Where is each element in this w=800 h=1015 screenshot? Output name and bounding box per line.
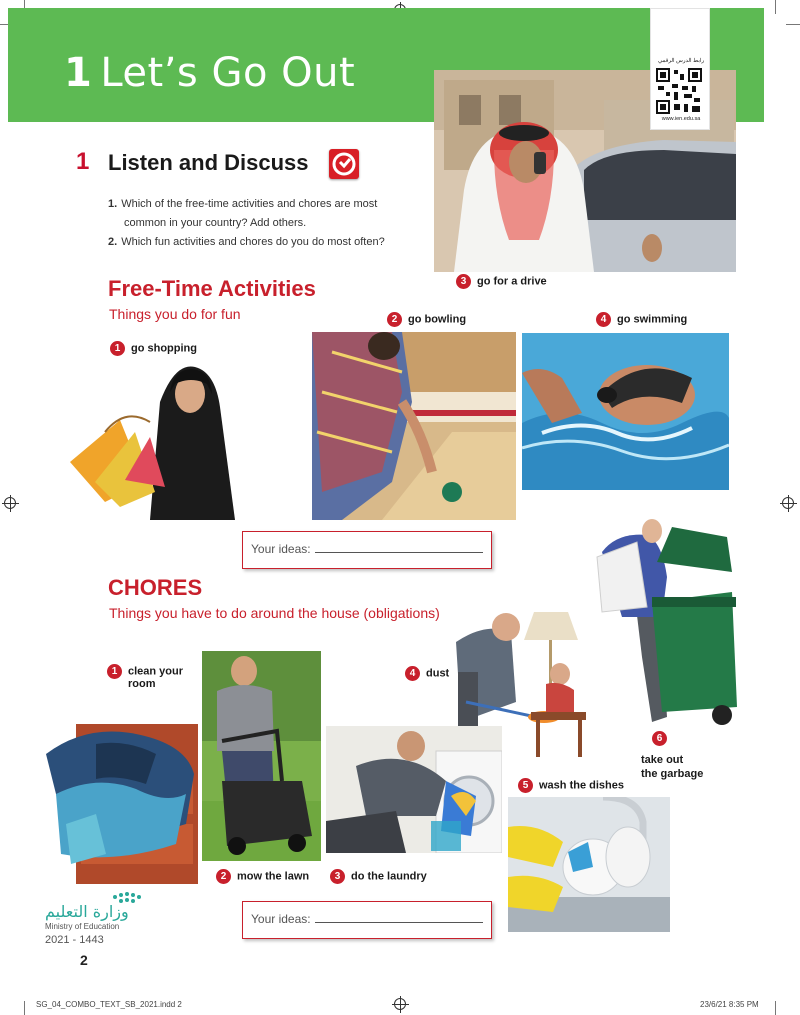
unit-number: 1 [64, 50, 93, 96]
caption-clean-your-room: 1 clean your [107, 664, 183, 679]
caption-do-the-laundry: 3 do the laundry [330, 869, 427, 884]
photo-mow-the-lawn [202, 651, 321, 861]
photo-clean-your-room [36, 714, 198, 884]
your-ideas-input-line[interactable] [315, 913, 483, 923]
qr-url: www.ien.edu.sa [661, 116, 701, 122]
your-ideas-box-chores[interactable] [242, 901, 492, 939]
registration-mark-bottom [394, 998, 406, 1010]
qr-code-icon[interactable] [656, 68, 702, 114]
photo-take-out-the-garbage [592, 517, 744, 730]
chores-subheading: Things you have to do around the house (obligations) [109, 605, 440, 621]
caption-go-swimming: 4 go swimming [596, 312, 687, 327]
caption-dust: 4 dust [405, 666, 449, 681]
question-1: 1. Which of the free-time activities and chores are most [108, 198, 378, 210]
crop-mark [786, 24, 800, 25]
caption-take-out-the-garbage-num: 6 [652, 731, 673, 746]
section-number: 1 [76, 148, 90, 175]
registration-mark-left [4, 497, 16, 509]
your-ideas-label: Your ideas: [251, 542, 311, 556]
question-1-line-2: common in your country? Add others. [124, 217, 307, 229]
caption-go-for-a-drive: 3 go for a drive [456, 274, 547, 289]
question-2: 2. Which fun activities and chores do you do most often? [108, 236, 385, 248]
audio-play-button[interactable] [329, 149, 359, 179]
free-time-subheading: Things you do for fun [109, 306, 241, 322]
your-ideas-box-free-time[interactable] [242, 531, 492, 569]
photo-do-the-laundry [326, 726, 502, 853]
caption-clean-your-room-line-2: room [128, 678, 156, 690]
crop-mark [24, 1001, 25, 1015]
chores-heading: CHORES [108, 575, 203, 600]
crop-mark [775, 0, 776, 14]
caption-go-shopping: 1 go shopping [110, 341, 197, 356]
caption-take-out-the-garbage-line-2: the garbage [641, 768, 704, 780]
unit-title [64, 50, 355, 96]
caption-wash-the-dishes: 5 wash the dishes [518, 778, 624, 793]
caption-mow-the-lawn: 2 mow the lawn [216, 869, 309, 884]
photo-wash-the-dishes [508, 797, 670, 932]
unit-title-text: Let’s Go Out [100, 50, 356, 96]
photo-go-swimming [522, 333, 729, 490]
free-time-heading: Free-Time Activities [108, 276, 316, 301]
your-ideas-input-line[interactable] [315, 543, 483, 553]
photo-go-bowling [312, 332, 516, 520]
registration-mark-right [782, 497, 794, 509]
section-title: Listen and Discuss [108, 150, 309, 175]
photo-go-shopping [65, 362, 240, 520]
caption-go-bowling: 2 go bowling [387, 312, 466, 327]
footer-year: 2021 - 1443 [45, 934, 104, 946]
your-ideas-label: Your ideas: [251, 912, 311, 926]
ministry-english: Ministry of Education [45, 922, 120, 931]
page-number: 2 [80, 952, 88, 968]
ministry-logo [45, 902, 155, 952]
crop-mark [775, 1001, 776, 1015]
slug-date: 23/6/21 8:35 PM [700, 1000, 759, 1009]
slug-file: SG_04_COMBO_TEXT_SB_2021.indd 2 [36, 1000, 182, 1009]
ministry-arabic: وزارة التعليم [45, 902, 129, 921]
qr-label: رابط الدرس الرقمي [657, 58, 705, 64]
replay-icon [329, 149, 359, 179]
caption-take-out-the-garbage: take out [641, 754, 684, 766]
